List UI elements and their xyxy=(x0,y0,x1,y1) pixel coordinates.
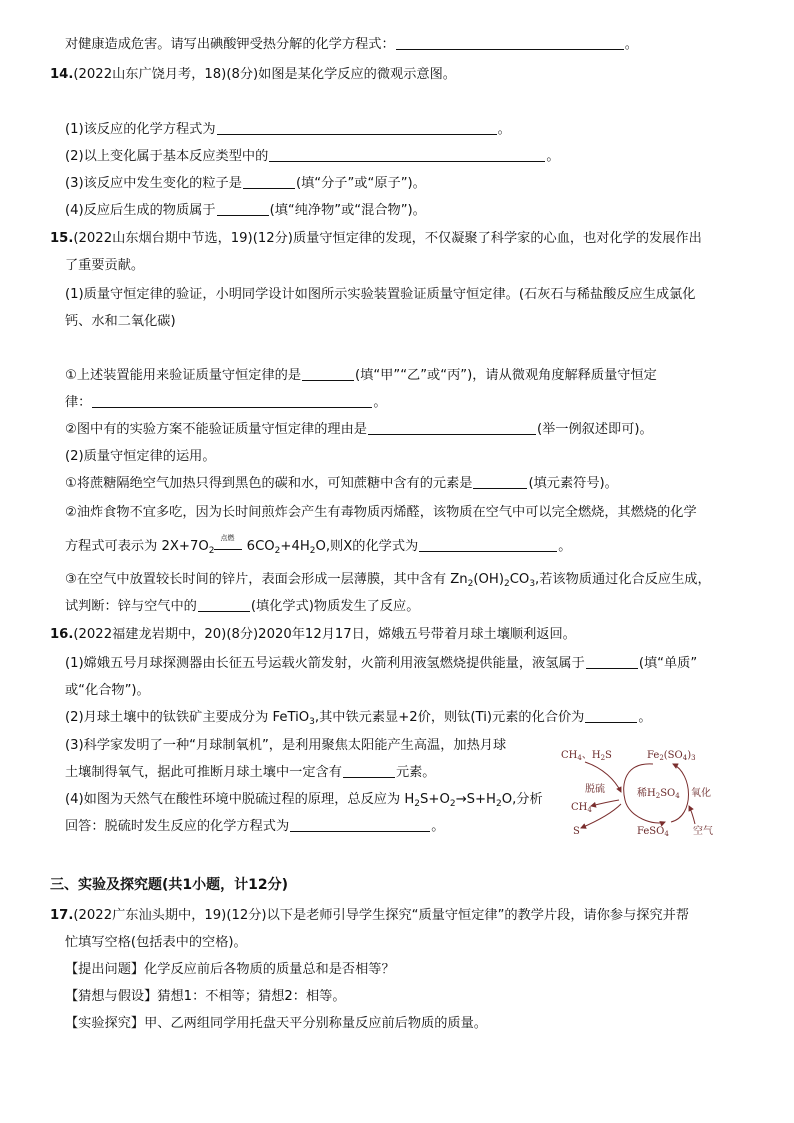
text-line: (1)该反应的化学方程式为 。 xyxy=(65,122,511,137)
text-line: ②图中有的实验方案不能验证质量守恒定律的理由是 (举一例叙述即可)。 xyxy=(65,422,653,437)
answer-blank[interactable] xyxy=(302,367,354,381)
text-line: 方程式可表示为 $2X+7O_2$ 点燃 $6CO_2+4H_2O$,则X的化学式为 。 xyxy=(65,534,572,556)
text-line: 【猜想与假设】猜想1：不相等；猜想2：相等。 xyxy=(65,989,346,1004)
answer-blank[interactable] xyxy=(290,818,430,832)
label-ch4-h2s: $CH_4$、$H_2S$ xyxy=(561,750,612,762)
text-line: (2)以上变化属于基本反应类型中的 。 xyxy=(65,149,560,164)
answer-blank[interactable] xyxy=(368,421,536,435)
text-line: 【实验探究】甲、乙两组同学用托盘天平分别称量反应前后物质的质量。 xyxy=(65,1016,487,1031)
answer-blank[interactable] xyxy=(243,175,295,189)
text-line: ③在空气中放置较长时间的锌片，表面会形成一层薄膜，其中含有 $Zn_2(OH)_2CO_3$,若该物质通过化合反应生成， xyxy=(65,572,711,589)
text-line: (3)科学家发明了一种“月球制氧机”，是利用聚焦太阳能产生高温，加热月球 xyxy=(65,738,507,753)
desulfurization-diagram xyxy=(555,744,735,840)
answer-blank[interactable] xyxy=(585,709,637,723)
label-s: S xyxy=(573,826,580,837)
text-line: ①将蔗糖隔绝空气加热只得到黑色的碳和水，可知蔗糖中含有的元素是 (填元素符号)。 xyxy=(65,476,618,491)
answer-blank[interactable] xyxy=(419,538,557,552)
text-line: (3)该反应中发生变化的粒子是 (填“分子”或“原子”)。 xyxy=(65,176,426,191)
air-inlet-arrow xyxy=(689,806,695,824)
answer-blank[interactable] xyxy=(217,121,497,135)
answer-blank[interactable] xyxy=(217,202,269,216)
outlet-arrow-ch4 xyxy=(591,800,619,806)
text-line: ②油炸食物不宜多吃，因为长时间煎炸会产生有毒物质丙烯醛，该物质在空气中可以完全燃烧，其燃烧的化学 xyxy=(65,505,697,520)
answer-blank[interactable] xyxy=(92,394,372,408)
label-air: 空气 xyxy=(693,826,713,837)
text-line: 试判断：锌与空气中的 (填化学式)物质发生了反应。 xyxy=(65,599,420,614)
text-line: (4)反应后生成的物质属于 (填“纯净物”或“混合物”)。 xyxy=(65,203,426,218)
label-desulfurization: 脱硫 xyxy=(585,784,605,795)
answer-blank[interactable] xyxy=(396,36,624,50)
section-heading: 三、实验及探究题(共1小题，计12分) xyxy=(50,877,289,893)
label-ch4: $CH_4$ xyxy=(571,802,592,814)
label-feso4: FeSO$_4$ xyxy=(637,826,669,838)
text-line: 对健康造成危害。请写出碘酸钾受热分解的化学方程式： 。 xyxy=(65,37,638,52)
question-17-heading: 17.(2022广东汕头期中，19)(12分)以下是老师引导学生探究“质量守恒定律”的教学片段，请你参与探究并帮 xyxy=(50,908,690,923)
question-15-heading: 15.(2022山东烟台期中节选，19)(12分)质量守恒定律的发现，不仅凝聚了科学家的心血，也对化学的发展作出 xyxy=(50,231,702,246)
label-oxidation: 氧化 xyxy=(691,788,711,799)
label-fe2so43: $Fe_2(SO_4)_3$ xyxy=(647,750,696,762)
text-line: (2)月球土壤中的钛铁矿主要成分为 FeTiO$_3$,其中铁元素显+2价，则钛(Ti)元素的化合价为 。 xyxy=(65,710,652,727)
text-line: (4)如图为天然气在酸性环境中脱硫过程的原理，总反应为 $H_2S+O_2\to S+H_2O$,分析 xyxy=(65,792,543,809)
answer-blank[interactable] xyxy=(269,148,545,162)
text-line: 或“化合物”)。 xyxy=(65,683,150,698)
text-line: 回答：脱硫时发生反应的化学方程式为 。 xyxy=(65,819,445,834)
answer-blank[interactable] xyxy=(473,475,527,489)
text-line: ①上述装置能用来验证质量守恒定律的是 (填“甲”“乙”或“丙”)，请从微观角度解释质量守恒定 xyxy=(65,368,657,383)
reaction-condition-arrow: 点燃 xyxy=(214,538,242,552)
text-line: (1)质量守恒定律的验证，小明同学设计如图所示实验装置验证质量守恒定律。(石灰石与稀盐酸反应生成氯化 xyxy=(65,287,696,302)
text-line: 忙填写空格(包括表中的空格)。 xyxy=(65,935,247,950)
label-dilute-h2so4: 稀$H_2SO_4$ xyxy=(637,788,680,800)
text-line: (2)质量守恒定律的运用。 xyxy=(65,449,216,464)
question-16-heading: 16.(2022福建龙岩期中，20)(8分)2020年12月17日，嫦娥五号带着月球土壤顺利返回。 xyxy=(50,627,576,642)
answer-blank[interactable] xyxy=(586,655,638,669)
text-line: 了重要贡献。 xyxy=(65,258,145,273)
text-line: (1)嫦娥五号月球探测器由长征五号运载火箭发射，火箭利用液氢燃烧提供能量，液氢属于 (填“单质” xyxy=(65,656,698,671)
question-14-heading: 14.(2022山东广饶月考，18)(8分)如图是某化学反应的微观示意图。 xyxy=(50,67,456,82)
answer-blank[interactable] xyxy=(343,764,395,778)
text-line: 【提出问题】化学反应前后各物质的质量总和是否相等？ xyxy=(65,962,395,977)
answer-blank[interactable] xyxy=(198,598,250,612)
text-line: 土壤制得氧气，据此可推断月球土壤中一定含有 元素。 xyxy=(65,765,436,780)
text-line: 律： 。 xyxy=(65,395,387,410)
text-line: 钙、水和二氧化碳) xyxy=(65,314,176,329)
